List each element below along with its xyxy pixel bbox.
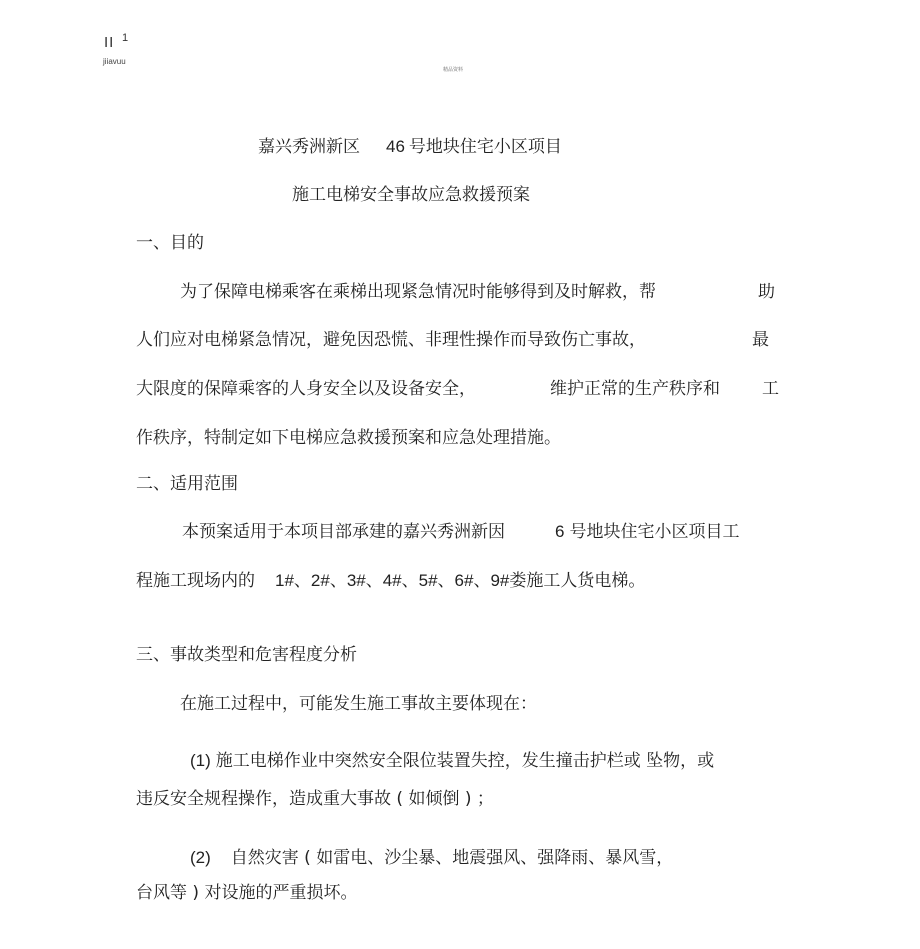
- item1-number: (1): [190, 751, 211, 770]
- section2-elevator-numbers: 1#、2#、3#、4#、5#、6#、9#: [275, 571, 510, 590]
- title-prefix: 嘉兴秀洲新区: [258, 137, 360, 157]
- section2-heading: 二、适用范围: [136, 474, 238, 494]
- section1-line2-end: 最: [752, 330, 769, 350]
- section1-line1-text: 为了保障电梯乘客在乘梯出现紧急情况时能够得到及时解救，帮: [180, 282, 656, 302]
- section1-line3: 大限度的保障乘客的人身安全以及设备安全，: [136, 379, 476, 399]
- section3-item1-line2: 违反安全规程操作，造成重大事故 ( 如倾倒 ) ；: [136, 789, 494, 809]
- section1-line4: 作秩序，特制定如下电梯应急救援预案和应急处理措施。: [136, 428, 561, 448]
- section1-heading: 一、目的: [136, 233, 204, 253]
- title-number: 46: [386, 137, 405, 156]
- section1-line2: 人们应对电梯紧急情况，避免因恐慌、非理性操作而导致伤亡事故，: [136, 330, 646, 350]
- header-mark: II: [104, 34, 115, 51]
- header-subtext: jiiavuu: [103, 57, 126, 66]
- section1-line1: [180, 277, 656, 302]
- section1-line3-end: 工: [762, 379, 779, 399]
- section2-line1-number: 6: [555, 522, 565, 541]
- section3-heading: 三、事故类型和危害程度分析: [136, 645, 357, 665]
- section1-line1-end: 助: [758, 282, 775, 302]
- document-title-line2: 施工电梯安全事故应急救援预案: [292, 185, 530, 205]
- section2-line1: [182, 517, 739, 542]
- item1-text: 施工电梯作业中突然安全限位装置失控，发生撞击护栏或 坠物，或: [215, 751, 715, 771]
- section1-line3-mid: 维护正常的生产秩序和: [550, 379, 720, 399]
- section3-item2-line2: 台风等 ) 对设施的严重损坏。: [136, 883, 358, 903]
- header-center-note: 精品资料: [443, 67, 464, 73]
- section3-intro: 在施工过程中，可能发生施工事故主要体现在：: [180, 694, 537, 714]
- section2-line1-text-b: 号地块住宅小区项目工: [569, 522, 740, 542]
- section2-line1-text: 本预案适用于本项目部承建的嘉兴秀洲新因: [182, 522, 505, 542]
- header-superscript: 1: [122, 32, 129, 44]
- section2-line2-text: 程施工现场内的: [136, 571, 255, 591]
- section3-item2-line1: [190, 843, 673, 868]
- item2-number: (2): [190, 848, 211, 867]
- section2-line2-text-b: 娄施工人货电梯。: [509, 571, 646, 591]
- document-title-line1: [258, 132, 562, 157]
- title-suffix: 号地块住宅小区项目: [408, 137, 562, 157]
- item2-text: 自然灾害 ( 如雷电、沙尘暴、地震强风、强降雨、暴风雪，: [230, 848, 674, 868]
- section2-line2: [136, 566, 645, 591]
- section3-item1-line1: [190, 746, 714, 771]
